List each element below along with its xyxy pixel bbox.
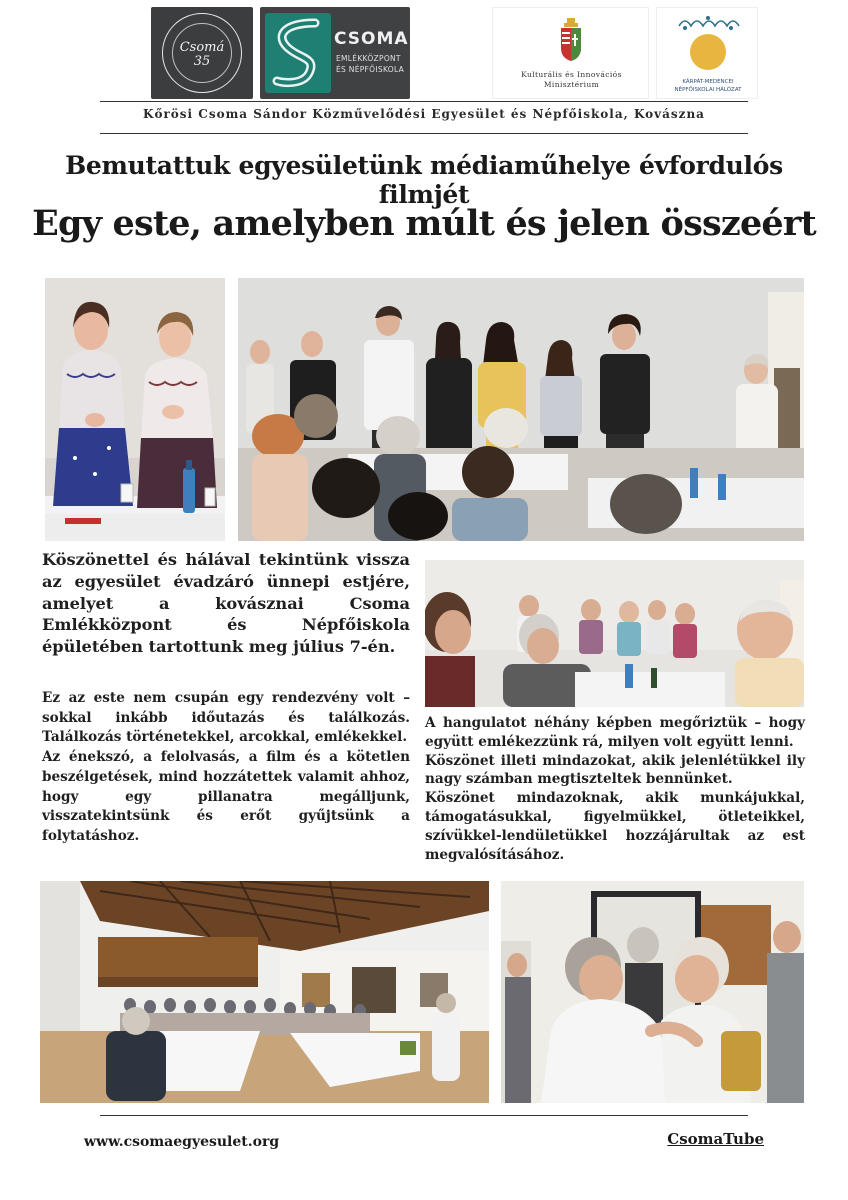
body-right-p3: Köszönet mindazoknak, akik munkájukkal, támogatásukkal, figyelmükkel, ötleteikkel, szívükkel-lendületükkel hozzájárultak az est megvalósításához.	[425, 790, 805, 863]
photo-event-hall	[40, 881, 489, 1103]
emlekkozpont-logo	[260, 7, 410, 99]
csoma35-logo	[151, 7, 253, 99]
body-left-p1: Ez az este nem csupán egy rendezvény volt – sokkal inkább időutazás és találkozás. Találkozás történetekkel, arcokkal, emlékekkel.	[42, 690, 410, 746]
csomatube-link[interactable]: CsomaTube	[667, 1130, 764, 1148]
organization-line: Kőrösi Csoma Sándor Közművelődési Egyesület és Népfőiskola, Kovászna	[143, 107, 705, 121]
photo-women-embracing	[501, 881, 804, 1103]
emlekkozpont-mark-icon	[265, 13, 331, 93]
karpat-medencei-logo	[656, 7, 758, 99]
karpat-name: KÁRPÁT-MEDENCEI NÉPFŐISKOLAI HÁLÓZAT	[674, 79, 742, 93]
body-right-p2: Köszönet illeti mindazokat, akik jelenlétükkel ily nagy számban megtiszteltek bennünket.	[425, 752, 805, 788]
photo-two-girls-singing	[45, 278, 225, 541]
body-left-p2: Az énekszó, a felolvasás, a film és a kötetlen beszélgetések, mind hozzátettek valamit ahhoz, hogy egy pillanatra megálljunk, visszatekintsünk és erőt gyűjtsünk a folytatáshoz.	[42, 749, 410, 844]
header-rule-top	[100, 101, 748, 102]
article-subtitle: Bemutattuk egyesületünk médiaműhelye évfordulós filmjét	[65, 151, 783, 209]
emlekkozpont-subtitle: EMLÉKKÖZPONT ÉS NÉPFŐISKOLA	[336, 54, 405, 74]
photo-elderly-audience	[425, 560, 804, 707]
website-link[interactable]: www.csomaegyesulet.org	[84, 1134, 280, 1150]
emlekkozpont-title: CSOMA	[334, 29, 409, 49]
body-right	[425, 714, 805, 864]
body-right-p1: A hangulatot néhány képben megőriztük – hogy együtt emlékezzünk rá, milyen volt együtt lenni.	[425, 715, 805, 750]
ministry-name: Kulturális és Innovációs Minisztérium	[521, 70, 622, 89]
hungarian-coat-of-arms-icon	[559, 18, 583, 62]
footer-rule	[100, 1115, 748, 1116]
article-title: Egy este, amelyben múlt és jelen összeért	[32, 203, 816, 244]
csoma35-logo-text: Csomá 35	[179, 40, 225, 69]
body-left	[42, 689, 410, 847]
photo-youth-group-on-stage	[238, 278, 804, 541]
sun-icon	[690, 34, 726, 70]
header-rule-bottom	[100, 133, 748, 134]
lead-paragraph: Köszönettel és hálával tekintünk vissza az egyesület évadzáró ünnepi estjére, amelyet a kovásznai Csoma Emlékközpont és Népfőiskola épületében tartottunk meg július 7-én.	[42, 550, 410, 657]
ministry-logo	[492, 7, 649, 99]
ornament-icon	[675, 12, 741, 34]
